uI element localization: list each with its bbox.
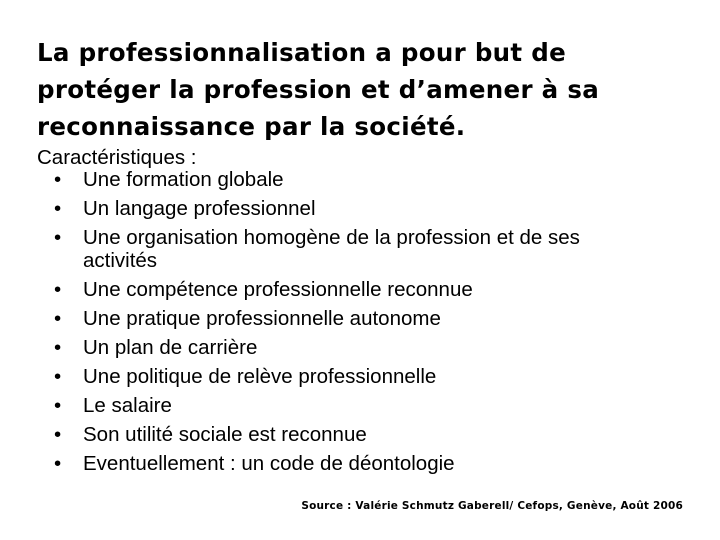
slide-title: La professionnalisation a pour but de protéger la profession et d’amener à sa reconnaissance par la société.	[37, 38, 600, 141]
list-item-text: Une compétence professionnelle reconnue	[83, 278, 473, 301]
list-item	[54, 278, 654, 301]
list-item	[54, 336, 654, 359]
list-item-text: Son utilité sociale est reconnue	[83, 423, 367, 446]
list-item	[54, 394, 654, 417]
list-item	[54, 226, 654, 272]
list-item-text: Une formation globale	[83, 168, 284, 191]
list-item-text: Une pratique professionnelle autonome	[83, 307, 441, 330]
list-item-text: Un plan de carrière	[83, 336, 258, 359]
list-item-text: Un langage professionnel	[83, 197, 316, 220]
source-citation: Source : Valérie Schmutz Gaberell/ Cefops, Genève, Août 2006	[301, 500, 683, 512]
bullet-icon: •	[54, 278, 62, 301]
bullet-icon: •	[54, 452, 62, 475]
bullet-icon: •	[54, 168, 62, 191]
bullet-icon: •	[54, 336, 62, 359]
characteristics-heading: Caractéristiques :	[37, 146, 197, 169]
list-item	[54, 365, 654, 388]
list-item	[54, 168, 654, 191]
characteristics-list	[54, 168, 654, 481]
list-item-text: Une politique de relève professionnelle	[83, 365, 437, 388]
list-item	[54, 307, 654, 330]
list-item	[54, 197, 654, 220]
list-item-text: Le salaire	[83, 394, 172, 417]
list-item	[54, 423, 654, 446]
list-item-text: Eventuellement : un code de déontologie	[83, 452, 455, 475]
bullet-icon: •	[54, 197, 62, 220]
bullet-icon: •	[54, 394, 62, 417]
bullet-icon: •	[54, 307, 62, 330]
list-item	[54, 452, 654, 475]
bullet-icon: •	[54, 226, 62, 249]
list-item-text: Une organisation homogène de la profession et de ses activités	[83, 226, 580, 272]
bullet-icon: •	[54, 423, 62, 446]
bullet-icon: •	[54, 365, 62, 388]
